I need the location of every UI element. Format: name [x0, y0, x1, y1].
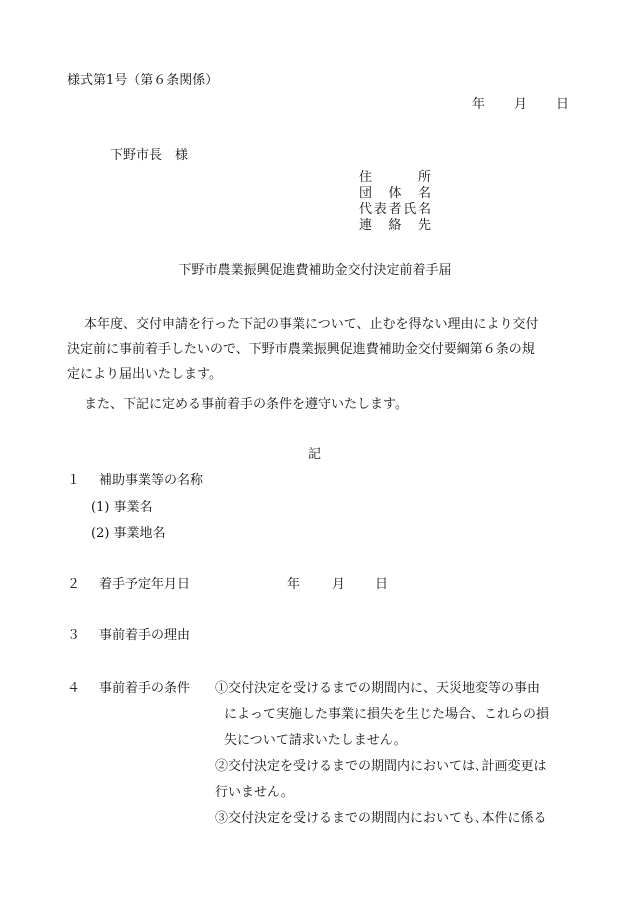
date-year: 年: [472, 97, 486, 112]
addressee: 下野市長 様: [110, 148, 189, 163]
item4-label: 事前着手の条件: [99, 681, 191, 696]
body-line-3: 定により届出いたします。: [67, 367, 222, 382]
ki-heading: 記: [308, 447, 322, 462]
item4-condition-1-line-3: 失について請求いたしません。: [224, 733, 407, 748]
item2-month: 月: [332, 577, 346, 592]
body-line-1: 本年度、交付申請を行った下記の事業について、止むを得ない理由により交付: [84, 317, 539, 332]
item3-number: ３: [67, 628, 81, 643]
document-title: 下野市農業振興促進費補助金交付決定前着手届: [178, 263, 452, 278]
form-number: 様式第1号（第６条関係）: [67, 73, 219, 88]
item4-condition-1-line-1: ①交付決定を受けるまでの期間内に、天災地変等の事由: [215, 681, 541, 696]
item4-condition-2-line-1: ②交付決定を受けるまでの期間内においては､計画変更は: [215, 759, 547, 774]
body-line-4: また、下記に定める事前着手の条件を遵守いたします。: [84, 397, 408, 412]
item1-label: 補助事業等の名称: [99, 473, 204, 488]
applicant-contact-label: 連 絡 先: [359, 218, 431, 233]
item4-number: ４: [67, 681, 81, 696]
item3-label: 事前着手の理由: [99, 628, 191, 643]
item4-condition-3-line-1: ③交付決定を受けるまでの期間内においても､本件に係る: [215, 811, 547, 826]
date-day: 日: [556, 97, 570, 112]
item2-year: 年: [287, 577, 301, 592]
applicant-address-label: 住 所: [359, 170, 431, 185]
applicant-representative-label: 代 表 者 氏 名: [359, 202, 431, 217]
date-month: 月: [514, 97, 528, 112]
item2-label: 着手予定年月日: [99, 577, 191, 592]
item2-day: 日: [375, 577, 389, 592]
item1-sub2: (2) 事業地名: [91, 526, 166, 541]
item2-number: ２: [67, 577, 81, 592]
item1-number: １: [67, 473, 81, 488]
applicant-org-name-label: 団 体 名: [359, 186, 431, 201]
item4-condition-2-line-2: 行いません。: [215, 785, 294, 800]
item1-sub1: (1) 事業名: [91, 500, 153, 515]
item4-condition-1-line-2: によって実施した事業に損失を生じた場合、これらの損: [224, 707, 550, 722]
body-line-2: 決定前に事前着手したいので、下野市農業振興促進費補助金交付要綱第６条の規: [67, 342, 535, 357]
